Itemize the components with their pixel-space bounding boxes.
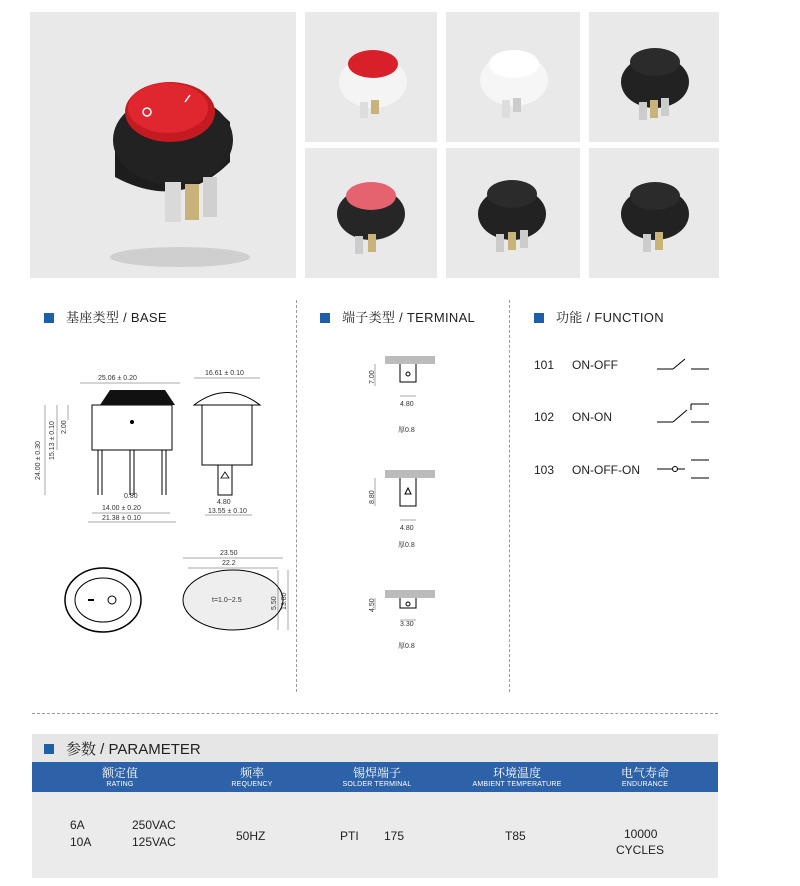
column-header-frequency xyxy=(212,766,292,789)
function-label: ON-ON xyxy=(572,410,612,424)
column-header-cn: 锡焊端子 xyxy=(352,766,401,780)
column-header-en: REQUENCY xyxy=(231,781,273,788)
endurance-unit: CYCLES xyxy=(616,843,665,857)
product-photo-black-3pos xyxy=(589,12,719,142)
frequency-value: 50HZ xyxy=(236,829,266,843)
on-off-on-symbol xyxy=(655,455,711,485)
dim-height: 24.00 ± 0.30 xyxy=(35,441,42,480)
dim-bottom-width: 21.38 ± 0.10 xyxy=(102,515,141,522)
terminal-thickness: 厚0.8 xyxy=(398,643,415,650)
dim-tab-width: 4.80 xyxy=(217,499,231,506)
column-divider xyxy=(509,300,510,692)
terminal-height: 7.00 xyxy=(369,370,376,384)
function-code: 101 xyxy=(534,358,555,372)
terminal-height: 4.50 xyxy=(369,598,376,612)
section-label: 功能 / FUNCTION xyxy=(556,310,664,325)
product-photo-pink xyxy=(305,148,437,278)
dim-pin-span: 14.00 ± 0.20 xyxy=(102,505,141,512)
endurance-value: 10000 xyxy=(624,827,658,841)
terminal-thickness: 厚0.8 xyxy=(398,427,415,434)
dim-body-height: 15.13 ± 0.10 xyxy=(49,421,56,460)
column-header-cn: 环境温度 xyxy=(492,766,541,780)
column-header-endurance xyxy=(600,766,690,789)
section-marker xyxy=(534,313,544,323)
section-divider xyxy=(32,713,718,714)
terminal-height: 8.80 xyxy=(369,490,376,504)
solder-label: PTI xyxy=(340,829,359,843)
dim-cutout-outer: 23.50 xyxy=(220,550,238,557)
column-header-ambient-temperature xyxy=(452,766,582,789)
column-header-en: SOLDER TERMINAL xyxy=(342,781,412,788)
function-label: ON-OFF xyxy=(572,358,618,372)
column-header-en: RATING xyxy=(106,781,134,788)
function-label: ON-OFF-ON xyxy=(572,463,640,477)
product-photo-white xyxy=(446,12,580,142)
section-header-terminal xyxy=(320,307,475,326)
column-header-cn: 频率 xyxy=(239,766,264,780)
dim-width: 25.06 ± 0.20 xyxy=(98,375,137,382)
base-dimension-drawing xyxy=(30,360,292,660)
section-header-function xyxy=(534,307,664,326)
on-off-symbol xyxy=(655,355,711,375)
function-code: 102 xyxy=(534,410,555,424)
on-on-symbol xyxy=(655,400,711,430)
column-header-en: AMBIENT TEMPERATURE xyxy=(472,781,562,788)
parameter-title xyxy=(44,738,201,759)
product-photo-red-white xyxy=(305,12,437,142)
dim-panel-thickness: t=1.0~2.5 xyxy=(212,597,242,604)
column-divider xyxy=(296,300,297,692)
parameter-title-text: 参数 / PARAMETER xyxy=(66,741,201,758)
section-header-base xyxy=(44,307,167,326)
dim-side-bottom: 13.55 ± 0.10 xyxy=(208,508,247,515)
terminal-width: 3.30 xyxy=(400,621,414,628)
product-photo-main xyxy=(30,12,296,278)
dim-pin-thick: 0.80 xyxy=(124,493,138,500)
function-code: 103 xyxy=(534,463,555,477)
section-marker xyxy=(320,313,330,323)
section-label: 基座类型 / BASE xyxy=(66,310,167,325)
section-marker xyxy=(44,313,54,323)
column-header-rating xyxy=(80,766,160,789)
column-header-cn: 额定值 xyxy=(101,766,138,780)
solder-value: 175 xyxy=(384,829,405,843)
dim-cutout-h-inner: 5.50 xyxy=(271,596,278,610)
dim-side-width: 16.61 ± 0.10 xyxy=(205,370,244,377)
dim-cutout-h-outer: 13.80 xyxy=(281,592,288,610)
current-2: 10A xyxy=(70,835,92,849)
temperature-value: T85 xyxy=(505,829,526,843)
current-1: 6A xyxy=(70,818,85,832)
column-header-solder-terminal xyxy=(322,766,432,789)
voltage-2: 125VAC xyxy=(132,835,176,849)
column-header-cn: 电气寿命 xyxy=(620,766,669,780)
product-photo-black xyxy=(589,148,719,278)
terminal-width: 4.80 xyxy=(400,525,414,532)
terminal-drawing-2 xyxy=(360,466,450,536)
section-label: 端子类型 / TERMINAL xyxy=(342,310,476,325)
product-photo-black-printed xyxy=(446,148,580,278)
terminal-thickness: 厚0.8 xyxy=(398,542,415,549)
terminal-drawing-1 xyxy=(360,352,450,412)
terminal-width: 4.80 xyxy=(400,401,414,408)
column-header-en: ENDURANCE xyxy=(621,781,669,788)
section-marker xyxy=(44,744,54,754)
dim-lip: 2.00 xyxy=(61,420,68,434)
terminal-drawing-3 xyxy=(360,586,450,636)
voltage-1: 250VAC xyxy=(132,818,176,832)
dim-cutout-inner: 22.2 xyxy=(222,560,236,567)
